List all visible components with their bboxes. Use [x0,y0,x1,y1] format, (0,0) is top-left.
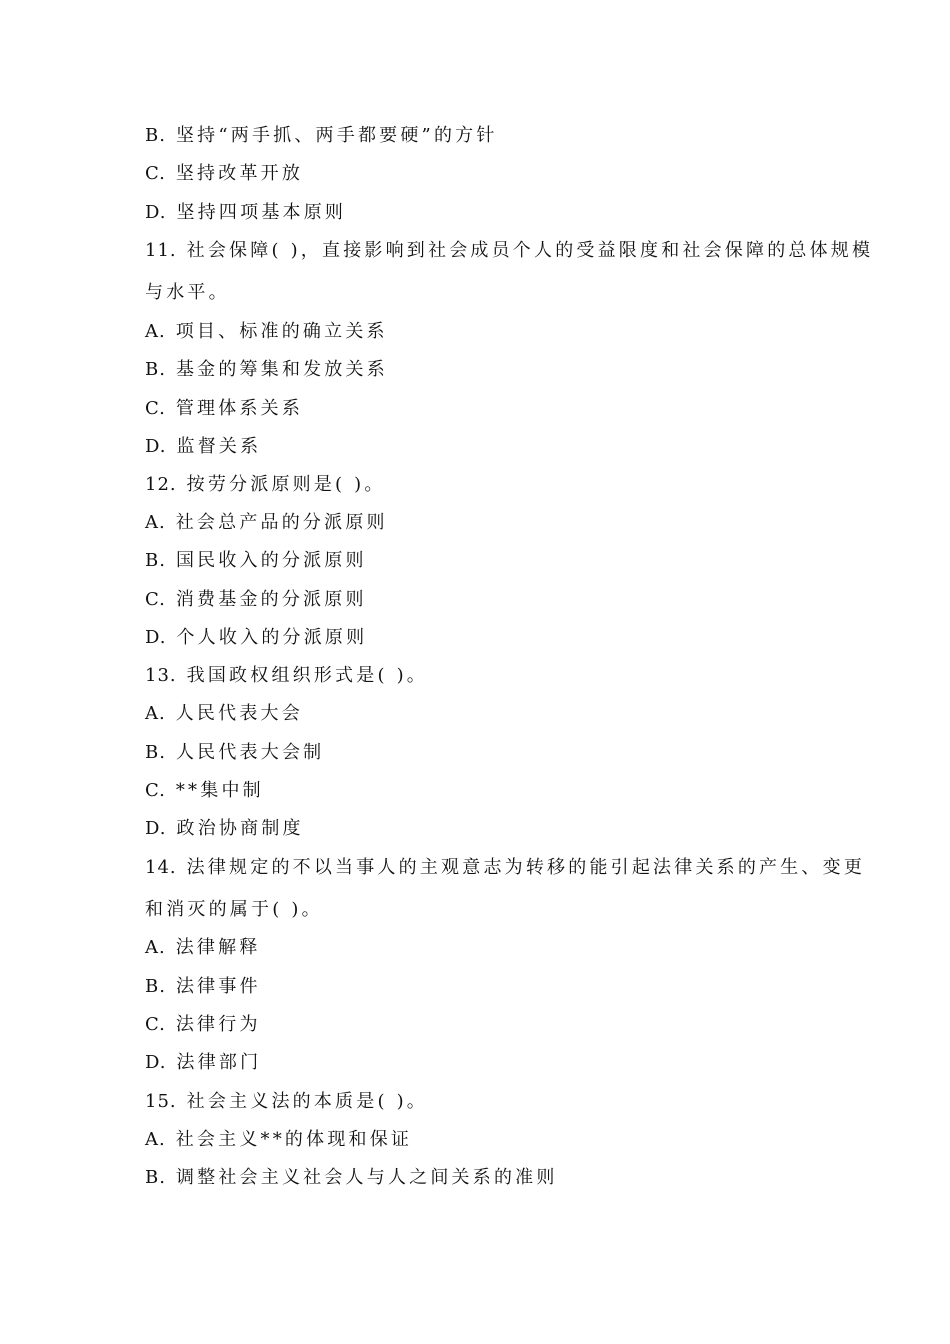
option-d-line [145,626,367,650]
option-c-line [145,588,367,612]
option-b-line [145,549,367,573]
question-12-line [145,473,386,497]
option-b-line [145,358,388,382]
option-label: D. [145,627,167,648]
option-d-line [145,817,304,841]
option-b-line [145,1166,558,1190]
option-text: 法律行为 [175,1014,261,1035]
question-text: 社会保障( )，直接影响到社会成员个人的受益限度和社会保障的总体规模 [186,240,874,261]
option-a-line [145,320,388,344]
option-label: C. [145,780,166,801]
option-text: 法律事件 [175,976,261,997]
option-c-line [145,779,264,803]
option-label: B. [145,742,166,763]
option-text: 坚持“两手抓、两手都要硬”的方针 [175,125,498,146]
question-number: 14. [145,857,177,878]
question-number: 15. [145,1091,177,1112]
option-label: A. [145,321,166,342]
option-label: B. [145,976,166,997]
option-a-line [145,702,303,726]
option-text: **集中制 [175,780,264,801]
option-label: C. [145,398,166,419]
option-label: C. [145,589,166,610]
option-text: 基金的筹集和发放关系 [175,359,388,380]
option-text: 调整社会主义社会人与人之间关系的准则 [175,1167,558,1188]
option-label: A. [145,512,166,533]
option-c-line [145,397,303,421]
question-13-line [145,664,428,688]
question-text: 按劳分派原则是( )。 [186,474,386,495]
option-label: D. [145,1052,167,1073]
option-b-line [145,975,261,999]
option-text: 个人收入的分派原则 [176,627,368,648]
option-a-line [145,511,388,535]
option-text: 项目、标准的确立关系 [175,321,388,342]
option-d-line [145,435,261,459]
question-number: 11. [145,240,177,261]
option-text: 消费基金的分派原则 [175,589,367,610]
option-b-line [145,124,498,148]
option-text: 人民代表大会 [175,703,303,724]
option-label: B. [145,125,166,146]
option-label: C. [145,163,166,184]
option-c-line [145,1013,261,1037]
option-label: B. [145,359,166,380]
option-label: C. [145,1014,166,1035]
option-text: 国民收入的分派原则 [175,550,367,571]
option-a-line [145,936,261,960]
option-d-line [145,201,346,225]
question-text: 我国政权组织形式是( )。 [186,665,429,686]
option-text: 法律解释 [175,937,261,958]
question-11-continuation [145,281,230,305]
question-number: 12. [145,474,177,495]
option-text: 社会主义**的体现和保证 [175,1129,413,1150]
option-text: 政治协商制度 [176,818,304,839]
option-label: D. [145,436,167,457]
option-b-line [145,741,324,765]
option-text: 坚持改革开放 [175,163,304,184]
option-d-line [145,1051,261,1075]
question-number: 13. [145,665,177,686]
question-text: 社会主义法的本质是( )。 [186,1091,429,1112]
option-label: B. [145,1167,166,1188]
option-text: 社会总产品的分派原则 [175,512,388,533]
option-text: 管理体系关系 [175,398,304,419]
option-label: A. [145,1129,166,1150]
option-a-line [145,1128,412,1152]
option-text: 监督关系 [176,436,262,457]
question-text-continued: 与水平。 [145,282,230,303]
option-label: D. [145,818,167,839]
question-14-line [145,856,865,880]
option-label: A. [145,937,166,958]
question-14-continuation [145,898,323,922]
question-11-line [145,239,873,263]
option-text: 法律部门 [176,1052,262,1073]
option-label: D. [145,202,167,223]
question-text: 法律规定的不以当事人的主观意志为转移的能引起法律关系的产生、变更 [186,857,866,878]
option-text: 人民代表大会制 [175,742,325,763]
option-text: 坚持四项基本原则 [176,202,347,223]
option-c-line [145,162,303,186]
option-label: B. [145,550,166,571]
question-15-line [145,1090,428,1114]
question-text-continued: 和消灭的属于( )。 [145,899,323,920]
option-label: A. [145,703,166,724]
